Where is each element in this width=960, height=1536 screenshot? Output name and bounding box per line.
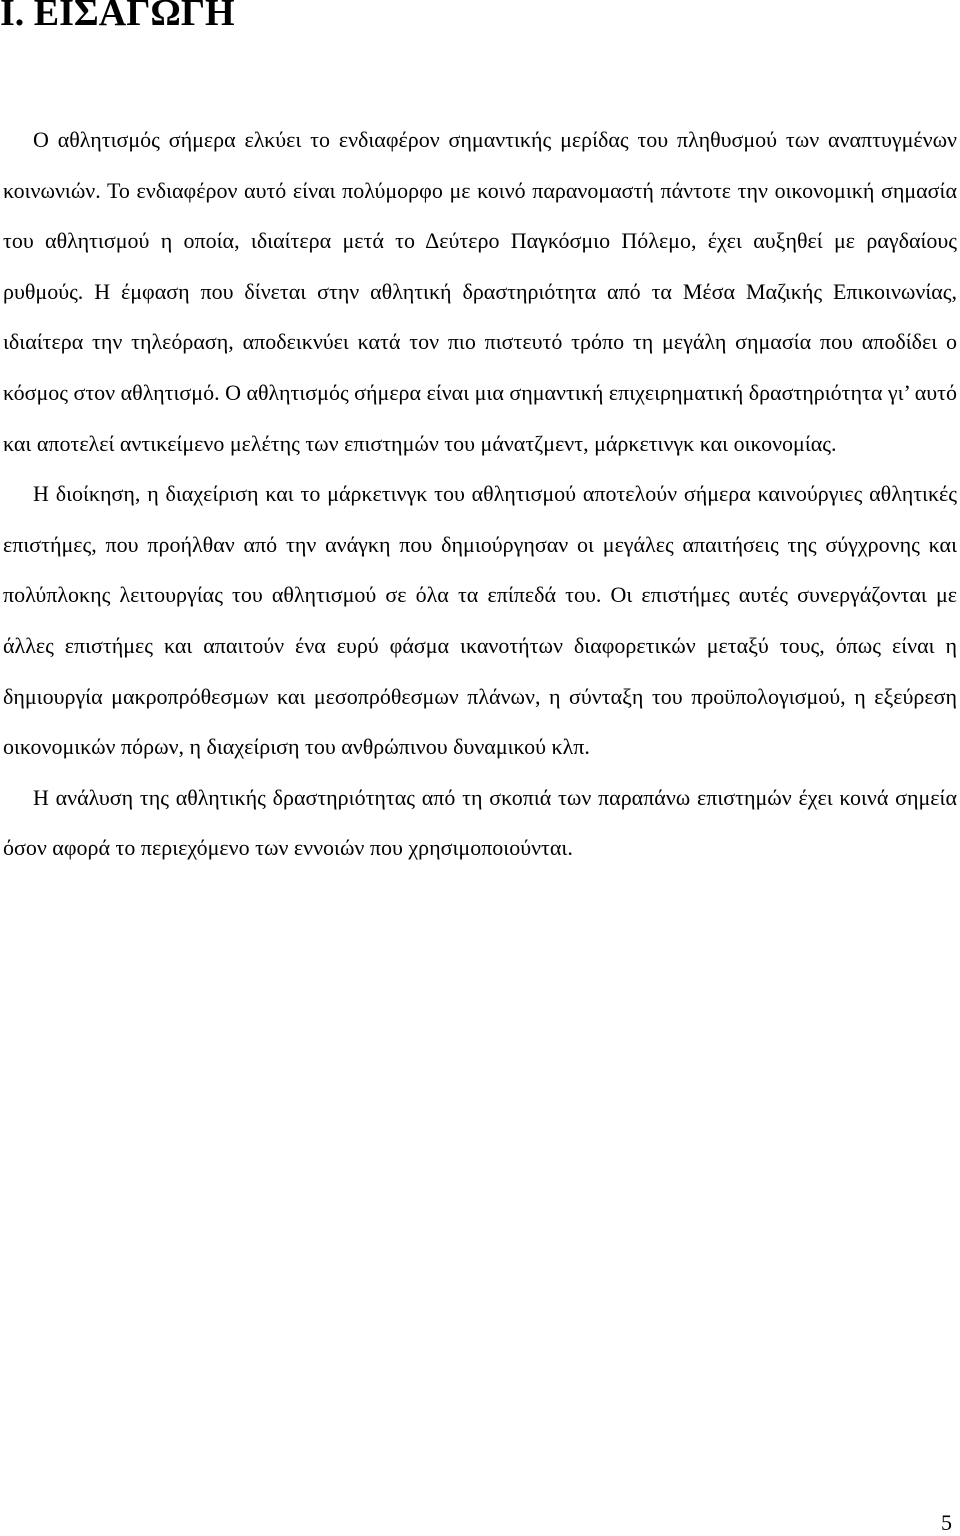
body-text — [3, 115, 957, 874]
paragraph-2: Η διοίκηση, η διαχείριση και το μάρκετινγκ του αθλητισμού αποτελούν σήμερα καινούργιες αθλητικές επιστήμες, που προήλθαν από την ανάγκη που δημιούργησαν οι μεγάλες απαιτήσεις της σύγχρονης και πολύπλοκης λειτουργίας του αθλητισμού σε όλα τα επίπεδά του. Οι επιστήμες αυτές συνεργάζονται με άλλες επιστήμες και απαιτούν ένα ευρύ φάσμα ικανοτήτων διαφορετικών μεταξύ τους, όπως είναι η δημιουργία μακροπρόθεσμων και μεσοπρόθεσμων πλάνων, η σύνταξη του προϋπολογισμού, η εξεύρεση οικονομικών πόρων, η διαχείριση του ανθρώπινου δυναμικού κλπ. — [3, 481, 957, 760]
paragraph-1: Ο αθλητισμός σήμερα ελκύει το ενδιαφέρον σημαντικής μερίδας του πληθυσμού των αναπτυγμένων κοινωνιών. Το ενδιαφέρον αυτό είναι πολύμορφο με κοινό παρανομαστή πάντοτε την οικονομική σημασία του αθλητισμού η οποία, ιδιαίτερα μετά το Δεύτερο Παγκόσμιο Πόλεμο, έχει αυξηθεί με ραγδαίους ρυθμούς. Η έμφαση που δίνεται στην αθλητική δραστηριότητα από τα Μέσα Μαζικής Επικοινωνίας, ιδιαίτερα την τηλεόραση, αποδεικνύει κατά τον πιο πιστευτό τρόπο τη μεγάλη σημασία που αποδίδει ο κόσμος στον αθλητισμό. Ο αθλητισμός σήμερα είναι μια σημαντική επιχειρηματική δραστηριότητα γι’ αυτό και αποτελεί αντικείμενο μελέτης των επιστημών του μάνατζμεντ, μάρκετινγκ και οικονομίας. — [3, 127, 957, 456]
paragraph-3: Η ανάλυση της αθλητικής δραστηριότητας από τη σκοπιά των παραπάνω επιστημών έχει κοινά σημεία όσον αφορά το περιεχόμενο των εννοιών που χρησιμοποιούνται. — [3, 784, 957, 861]
section-heading: I. ΕΙΣΑΓΩΓΗ — [0, 0, 235, 34]
page-number: 5 — [941, 1510, 952, 1535]
